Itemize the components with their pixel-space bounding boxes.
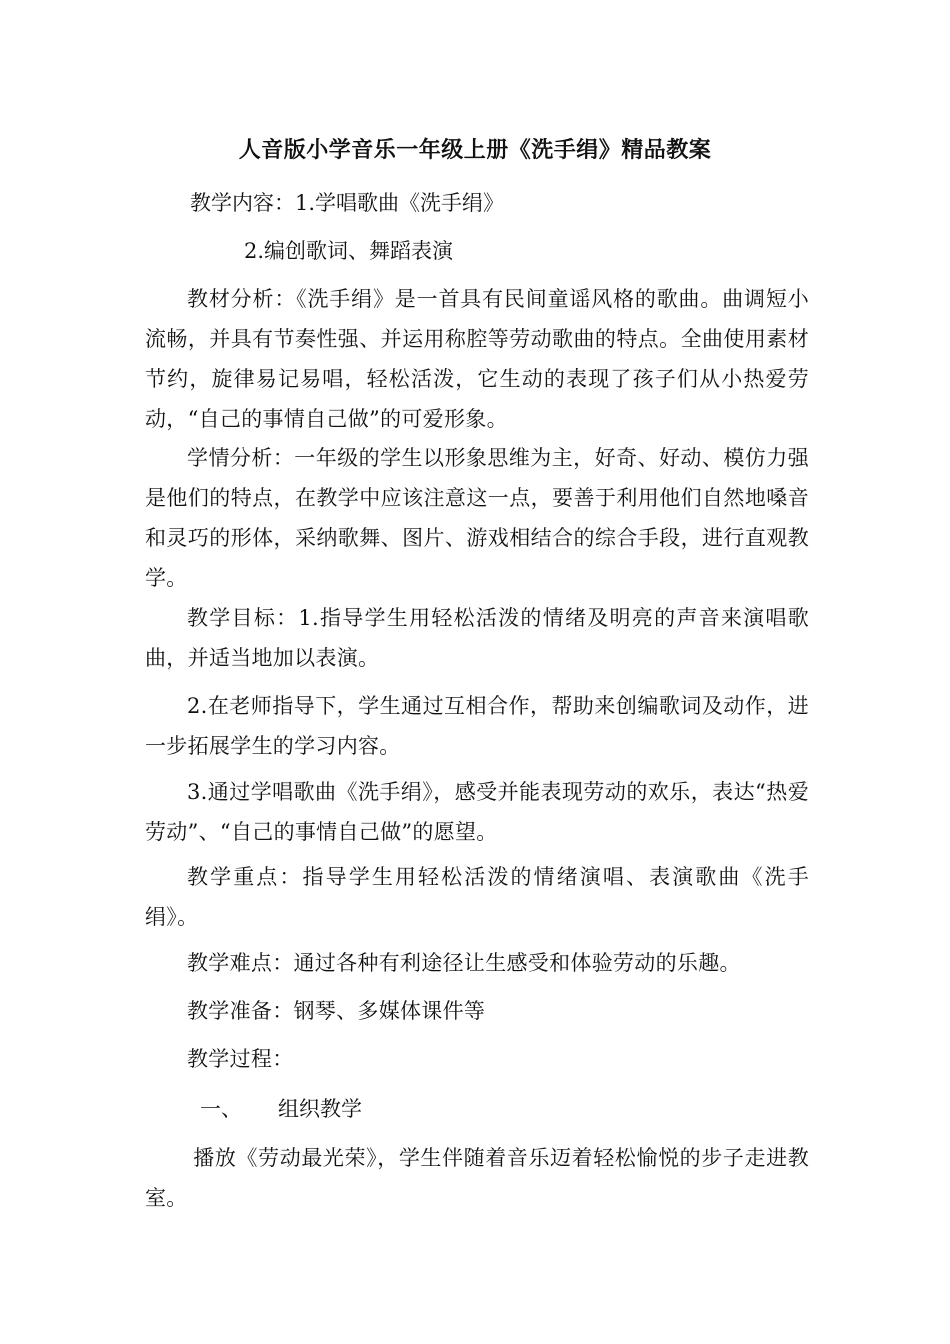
section-1-paragraph: 播放《劳动最光荣》，学生伴随着音乐迈着轻松愉悦的步子走进教室。: [145, 1146, 809, 1210]
preparation-paragraph: 教学准备：钢琴、多媒体课件等: [187, 999, 486, 1023]
material-analysis-paragraph: 教材分析：《洗手绢》是一首具有民间童谣风格的歌曲。曲调短小流畅，并具有节奏性强、并运用称腔等劳动歌曲的特点。全曲使用素材节约，旋律易记易唱，轻松活泼，它生动的表现了孩子们从小热爱劳动，“自己的事情自己做”的可爱形象。: [145, 287, 809, 431]
student-analysis-paragraph: 学情分析：一年级的学生以形象思维为主，好奇、好动、模仿力强是他们的特点，在教学中应该注意这一点，要善于利用他们自然地嗓音和灵巧的形体，采纳歌舞、图片、游戏相结合的综合手段，进行直观教学。: [145, 446, 809, 590]
teaching-goal-2: 2.在老师指导下，学生通过互相合作，帮助来创编歌词及动作，进一步拓展学生的学习内容。: [145, 694, 809, 758]
key-point-paragraph: 教学重点：指导学生用轻松活泼的情绪演唱、表演歌曲《洗手绢》。: [145, 865, 809, 929]
difficulty-paragraph: 教学难点：通过各种有利途径让生感受和体验劳动的乐趣。: [187, 951, 741, 975]
section-1-title: 组织教学: [278, 1097, 362, 1121]
teaching-goal-3: 3.通过学唱歌曲《洗手绢》，感受并能表现劳动的欢乐，表达“热爱劳动”、“自己的事情自己做”的愿望。: [145, 780, 809, 844]
content-line-1: 教学内容：1.学唱歌曲《洗手绢》: [190, 191, 505, 215]
content-line-2: 2.编创歌词、舞蹈表演: [244, 239, 454, 263]
document-title: 人音版小学音乐一年级上册《洗手绢》精品教案: [238, 137, 712, 163]
teaching-goal-1: 教学目标：1.指导学生用轻松活泼的情绪及明亮的声音来演唱歌曲，并适当地加以表演。: [145, 606, 809, 670]
section-1-number: 一、: [200, 1097, 242, 1121]
process-heading: 教学过程：: [187, 1047, 294, 1071]
